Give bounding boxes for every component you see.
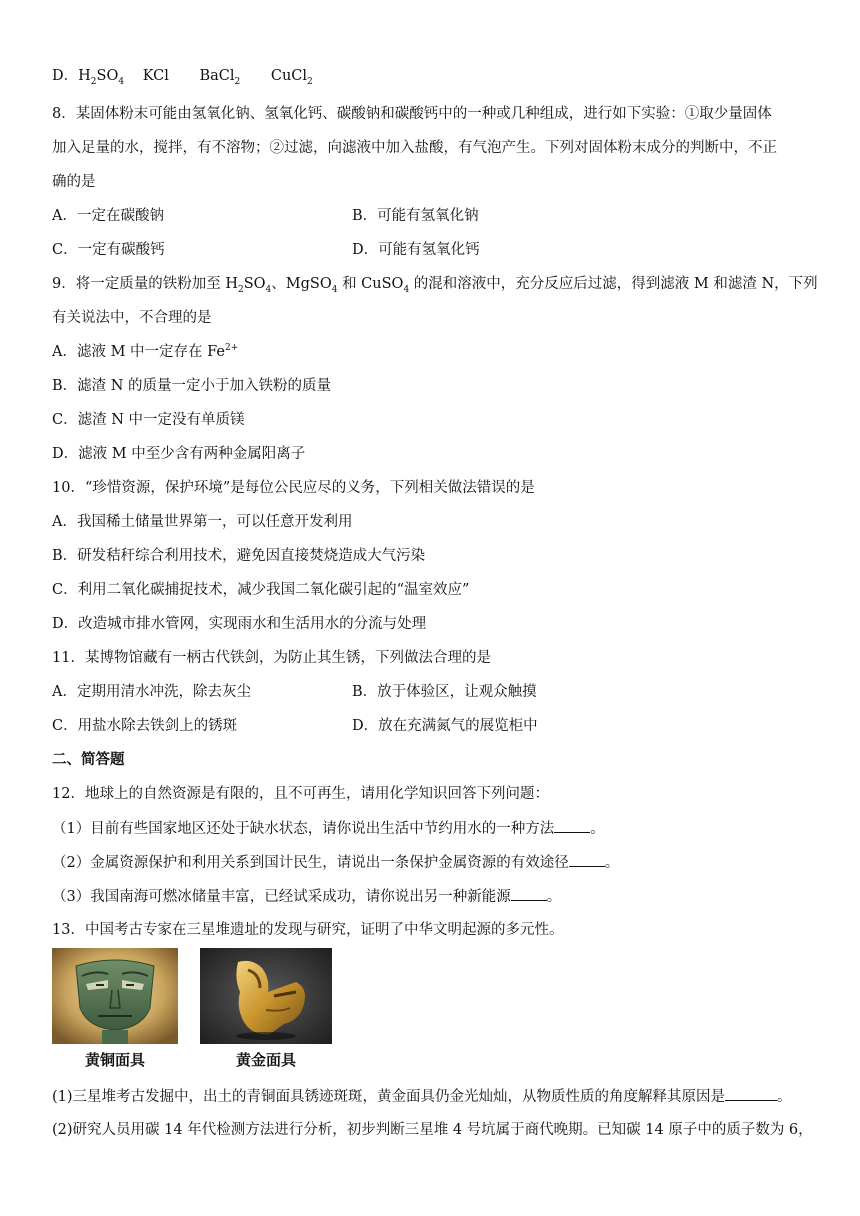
q12-part1-blank[interactable] [554,818,590,833]
q12-part3: （3）我国南海可燃冰储量丰富，已经试采成功，请你说出另一种新能源 。 [52,886,561,907]
q11-option-a: A．定期用清水冲洗，除去灰尘 [52,684,251,700]
q9-option-d: D．滤液 M 中至少含有两种金属阳离子 [52,446,306,462]
caption-gold-mask: 黄金面具 [235,1051,296,1069]
q13-part2: (2)研究人员用碳 14 年代检测方法进行分析，初步判断三星堆 4 号坑属于商代晚期。已知碳 14 原子中的质子数为 6， [52,1122,813,1138]
q9-option-b: B．滤渣 N 的质量一定小于加入铁粉的质量 [52,378,332,394]
q10-option-d: D．改造城市排水管网，实现雨水和生活用水的分流与处理 [52,616,427,632]
q9-stem-line1: 9．将一定质量的铁粉加至 $H_2SO_4$、MgSO$_4$ 和 CuSO$_4$ 的混和溶液中，充分反应后过滤，得到滤液 M 和滤渣 N，下列 [52,276,818,295]
q10-stem: 10．“珍惜资源，保护环境”是每位公民应尽的义务，下列相关做法错误的是 [52,480,535,496]
section-title: 二、简答题 [52,751,125,768]
q9-option-c: C．滤渣 N 中一定没有单质镁 [52,412,245,428]
q9-stem-line2: 有关说法中，不合理的是 [52,310,212,326]
q11-option-d: D．放在充满氮气的展览柜中 [352,718,538,734]
gold-mask-image [200,948,332,1044]
bronze-mask-image [52,948,178,1044]
q8-stem-line2: 加入足量的水，搅拌，有不溶物；②过滤，向滤液中加入盐酸，有气泡产生。下列对固体粉末成分的判断中，不正 [52,140,777,156]
caption-bronze-mask: 黄铜面具 [84,1051,145,1069]
q10-option-c: C．利用二氧化碳捕捉技术，减少我国二氧化碳引起的“温室效应” [52,582,470,598]
q8-stem-line1: 8．某固体粉末可能由氢氧化钠、氢氧化钙、碳酸钠和碳酸钙中的一种或几种组成，进行如下实验：①取少量固体 [52,106,772,122]
q12-part2-blank[interactable] [569,852,605,867]
q12-part1: （1）目前有些国家地区还处于缺水状态，请你说出生活中节约用水的一种方法 。 [52,818,605,839]
q8-option-b: B．可能有氢氧化钠 [352,208,479,224]
q8-option-d: D．可能有氢氧化钙 [352,242,480,258]
q13-part1-blank[interactable] [725,1086,777,1101]
q11-option-c: C．用盐水除去铁剑上的锈斑 [52,718,238,734]
q13-stem: 13．中国考古专家在三星堆遗址的发现与研究，证明了中华文明起源的多元性。 [52,922,564,938]
q8-option-c: C．一定有碳酸钙 [52,242,165,258]
q8-stem-line3: 确的是 [52,174,96,190]
q11-stem: 11．某博物馆藏有一柄古代铁剑，为防止其生锈，下列做法合理的是 [52,650,491,666]
q10-option-a: A．我国稀土储量世界第一，可以任意开发利用 [52,514,353,530]
q9-option-a: A．滤液 M 中一定存在 $Fe^{2+}$ [52,343,239,360]
q11-option-b: B．放于体验区，让观众触摸 [352,684,537,700]
q12-part2: （2）金属资源保护和利用关系到国计民生，请说出一条保护金属资源的有效途径 。 [52,852,619,873]
q10-option-b: B．研发秸秆综合利用技术，避免因直接焚烧造成大气污染 [52,548,426,564]
q12-part3-blank[interactable] [511,886,547,901]
q12-stem: 12．地球上的自然资源是有限的，且不可再生，请用化学知识回答下列问题： [52,786,549,802]
q13-part1: (1)三星堆考古发掘中，出土的青铜面具锈迹斑斑，黄金面具仍金光灿灿，从物质性质的角度解释其原因是 。 [52,1086,792,1107]
q7-option-d: D．$H_2SO_4$ KCl BaCl$_2$ CuCl$_2$ [52,68,313,87]
q8-option-a: A．一定在碳酸钠 [52,208,164,224]
